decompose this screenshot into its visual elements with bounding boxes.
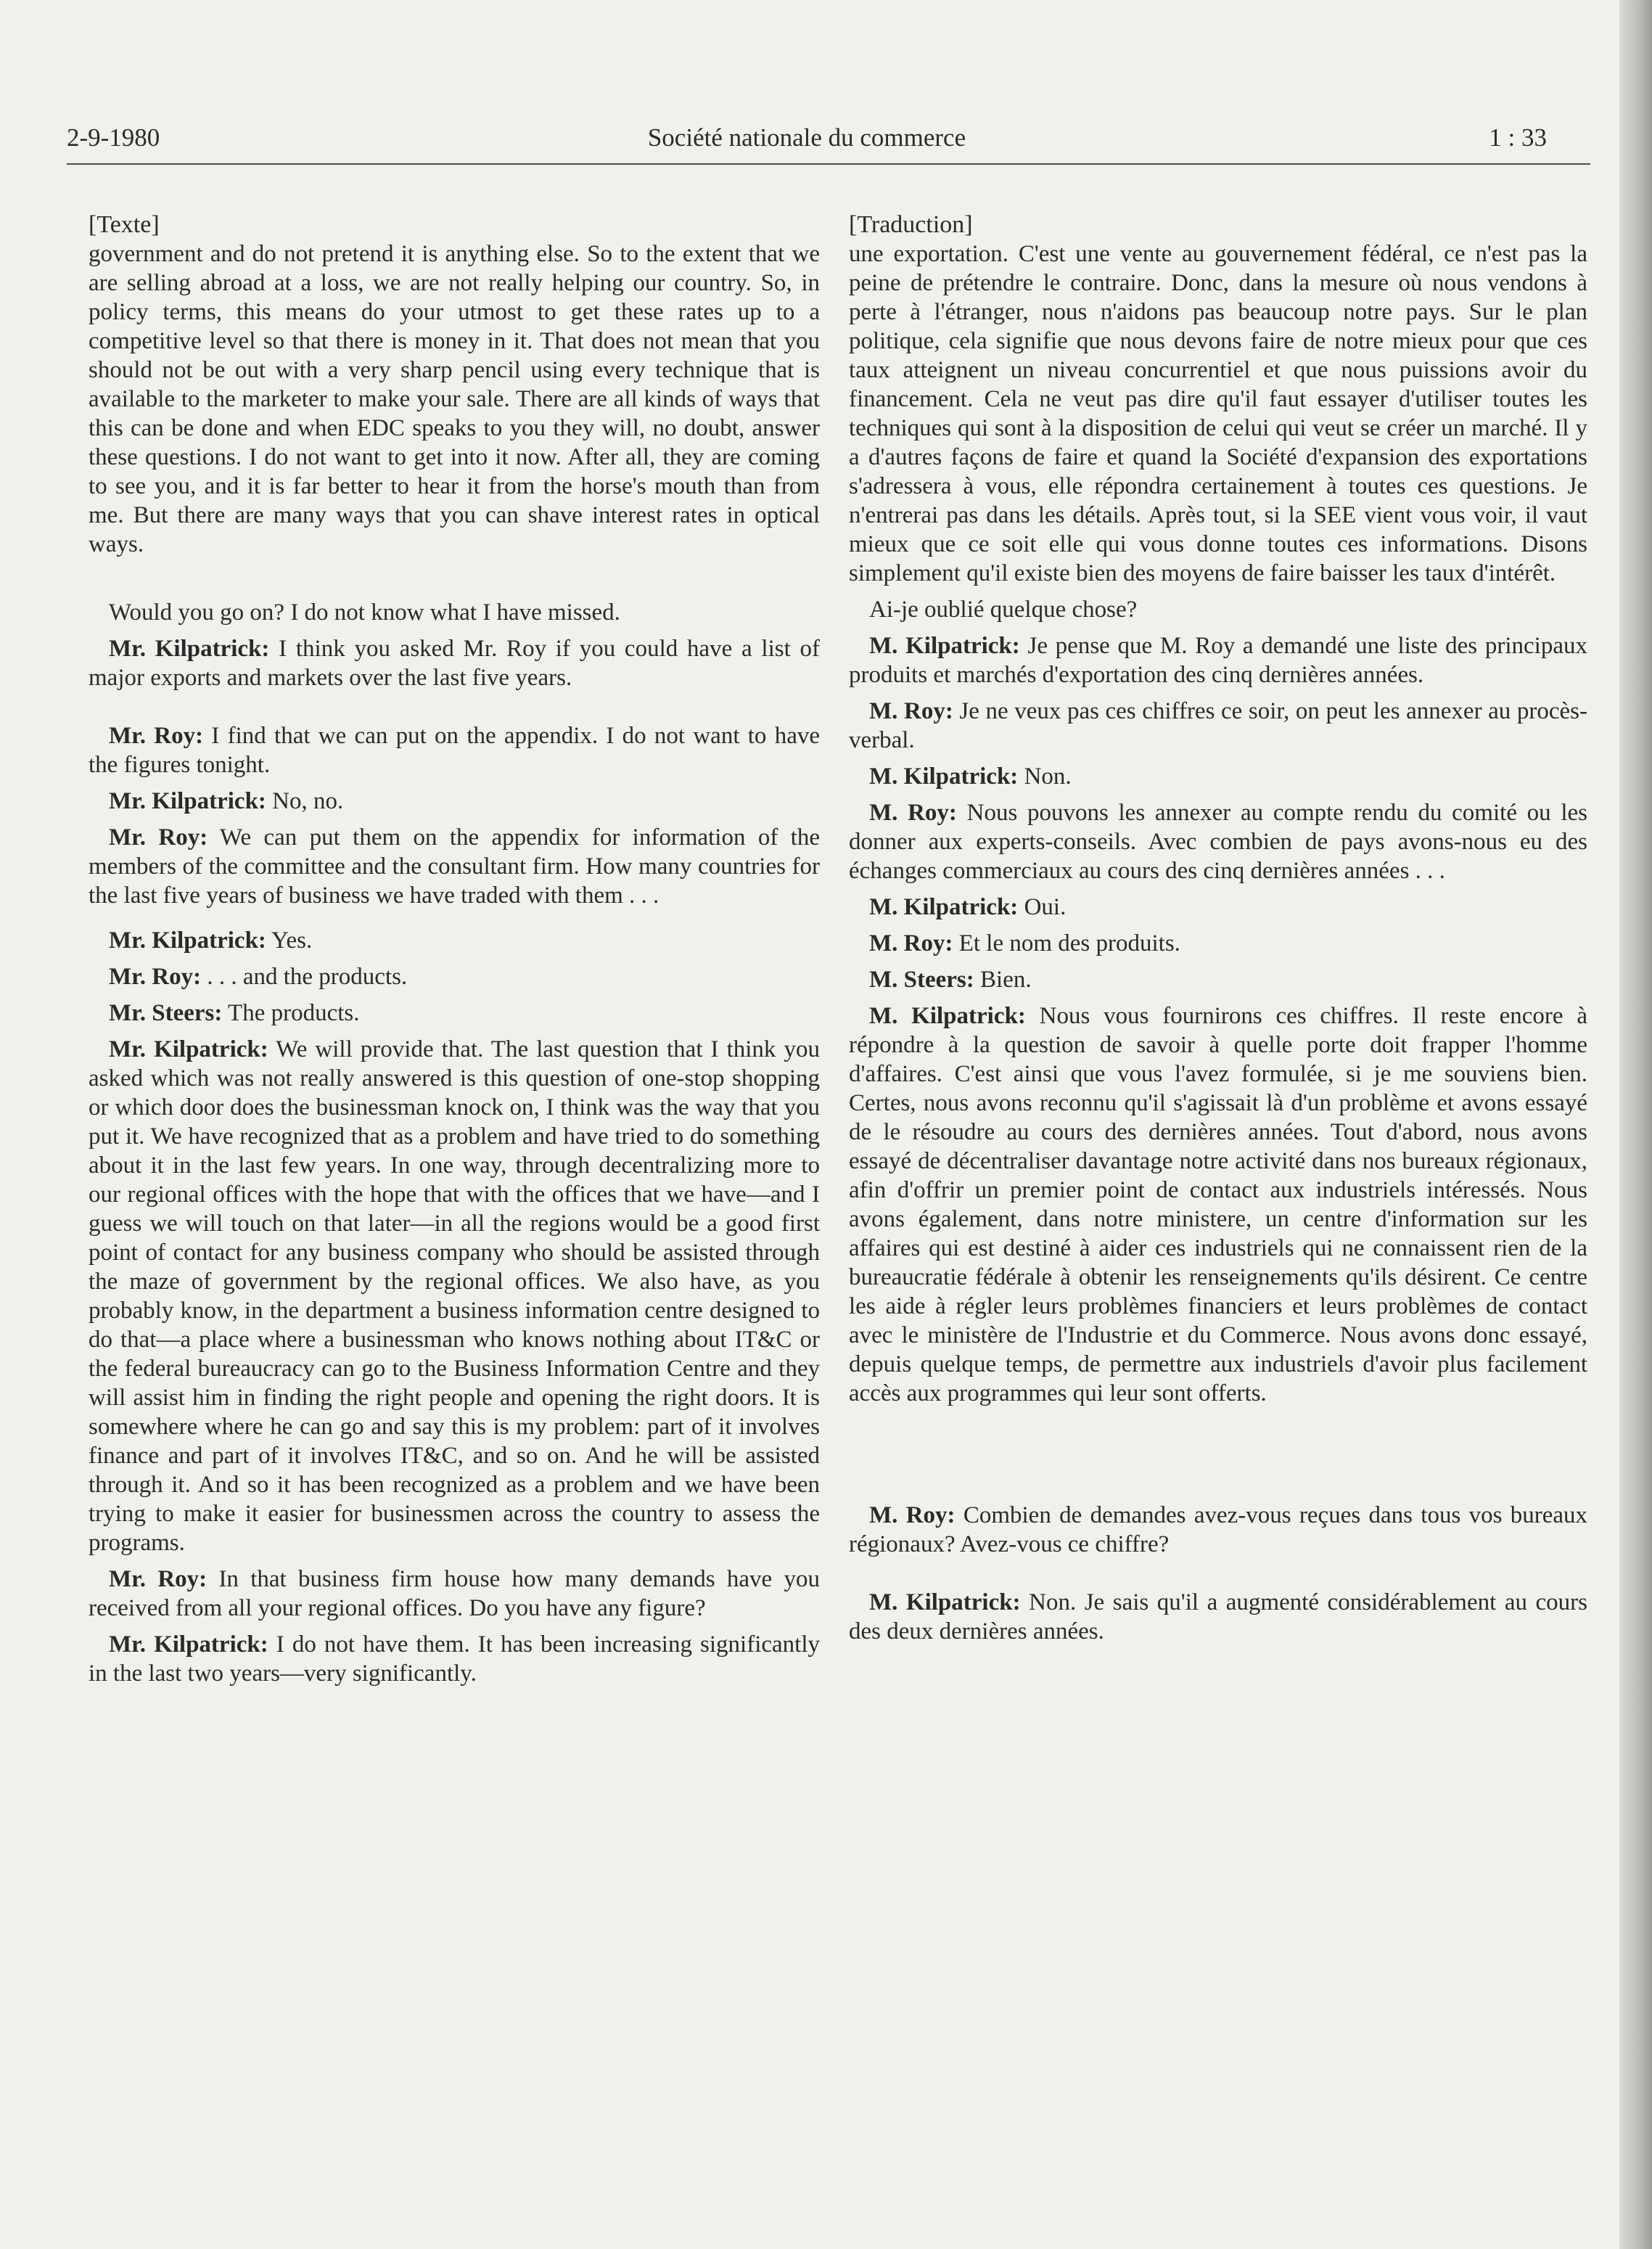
paragraph: M. Kilpatrick: Je pense que M. Roy a demandé une liste des principaux produits et marchés d'exportation des cinq dernières années.: [849, 633, 1587, 688]
paragraph: Mr. Kilpatrick: Yes.: [109, 927, 313, 954]
paragraph: une exportation. C'est une vente au gouvernement fédéral, ce n'est pas la peine de prétendre le contraire. Donc, dans la mesure où nous vendons à perte à l'étranger, nous n'aidons pas beaucoup notre pays. Sur le plan politique, cela signifie que nous devons faire de notre mieux pour que ces taux atteignent un niveau concurrentiel et que nous puissions avoir du financement. Cela ne veut pas dire qu'il faut essayer d'utiliser toutes les techniques qui sont à la disposition de celui qui veut se créer un marché. Il y a d'autres façons de faire et quand la Société d'expansion des exportations s'adressera à vous, elle répondra certainement à toutes ces questions. Je n'entrerai pas dans les détails. Après tout, si la SEE vient vous voir, il vaut mieux que ce soit elle qui vous donne toutes ces informations. Disons simplement qu'il existe bien des moyens de faire baisser les taux d'intérêt.: [849, 241, 1587, 586]
speaker: Mr. Kilpatrick:: [109, 788, 266, 814]
paragraph: Mr. Roy: We can put them on the appendix for information of the members of the committee and the consultant firm. How many countries for the last five years of business we have traded with them . . .: [89, 824, 820, 909]
paragraph: Mr. Kilpatrick: I think you asked Mr. Roy if you could have a list of major exports and markets over the last five years.: [89, 636, 820, 691]
header-date: 2-9-1980: [67, 123, 160, 152]
speaker: Mr. Roy:: [109, 1566, 207, 1592]
paragraph: M. Kilpatrick: Oui.: [869, 894, 1067, 920]
speaker: M. Roy:: [869, 800, 957, 826]
speaker: Mr. Roy:: [109, 824, 208, 851]
speaker: M. Kilpatrick:: [869, 633, 1020, 659]
speaker: M. Roy:: [869, 698, 953, 724]
column-label-traduction: [Traduction]: [849, 211, 973, 238]
paragraph: M. Kilpatrick: Nous vous fournirons ces chiffres. Il reste encore à répondre à la question de savoir à quelle porte doit frapper l'homme d'affaires. C'est ainsi que vous l'avez formulée, si je me souviens bien. Certes, nous avons reconnu qu'il s'agissait là d'un problème et avons essayé de le résoudre au cours des dernières années. Tout d'abord, nous avons essayé de décentraliser davantage notre activité dans nos bureaux régionaux, afin d'offrir un premier point de contact aux industriels intéressés. Nous avons également, dans notre ministere, un centre d'information sur les affaires qui est destiné à aider ces industriels qui ne connaissent rien de la bureaucratie fédérale à obtenir les renseignements qu'ils désirent. Ce centre les aide à régler leurs problèmes financiers et leurs problèmes de contact avec le ministère de l'Industrie et du Commerce. Nous avons donc essayé, depuis quelque temps, de permettre aux industriels d'avoir plus facilement accès aux programmes qui leur sont offerts.: [849, 1003, 1587, 1406]
paragraph: M. Roy: Et le nom des produits.: [869, 930, 1180, 956]
paragraph: M. Roy: Je ne veux pas ces chiffres ce soir, on peut les annexer au procès-verbal.: [849, 698, 1587, 753]
english-column: [89, 210, 820, 1688]
header-rule: [67, 163, 1590, 165]
french-column: [849, 210, 1587, 1646]
speaker: M. Kilpatrick:: [869, 894, 1019, 920]
paragraph: Would you go on? I do not know what I have missed.: [109, 599, 620, 626]
speaker: Mr. Steers:: [109, 1000, 223, 1026]
header-page-number: 1 : 33: [1489, 123, 1547, 152]
paragraph: Mr. Roy: . . . and the products.: [109, 964, 408, 990]
paragraph: M. Kilpatrick: Non.: [869, 763, 1072, 790]
speaker: Mr. Roy:: [109, 723, 204, 749]
paragraph: M. Steers: Bien.: [869, 967, 1032, 993]
speaker: M. Kilpatrick:: [869, 1589, 1021, 1615]
paragraph: M. Kilpatrick: Non. Je sais qu'il a augmenté considérablement au cours des deux dernières années.: [849, 1589, 1587, 1644]
running-header: [67, 123, 1547, 160]
paragraph: M. Roy: Combien de demandes avez-vous reçues dans tous vos bureaux régionaux? Avez-vous ce chiffre?: [849, 1502, 1588, 1557]
speaker: Mr. Kilpatrick:: [109, 636, 270, 662]
page-edge: [1619, 0, 1652, 2249]
paragraph: Mr. Kilpatrick: No, no.: [109, 788, 344, 814]
speaker: M. Roy:: [869, 930, 953, 956]
speaker: M. Kilpatrick:: [869, 1003, 1026, 1029]
speaker: M. Roy:: [869, 1502, 956, 1528]
paragraph: Mr. Kilpatrick: I do not have them. It has been increasing significantly in the last two years—very significantly.: [89, 1631, 820, 1687]
speaker: Mr. Kilpatrick:: [109, 927, 266, 954]
speaker: Mr. Kilpatrick:: [109, 1036, 268, 1062]
speaker: M. Kilpatrick:: [869, 763, 1019, 790]
header-title: Société nationale du commerce: [647, 123, 966, 152]
speaker: M. Steers:: [869, 967, 974, 993]
paragraph: Mr. Roy: I find that we can put on the appendix. I do not want to have the figures tonight.: [89, 723, 820, 778]
speaker: Mr. Roy:: [109, 964, 202, 990]
paragraph: Mr. Kilpatrick: We will provide that. The last question that I think you asked which was not really answered is this question of one-stop shopping or which door does the businessman knock on, I think was the way that you put it. We have recognized that as a problem and have tried to do something about it in the last few years. In one way, through decentralizing more to our regional offices with the hope that with the offices that we have—and I guess we will touch on that later—in all the regions would be a good first point of contact for any business company who should be assisted through the maze of government by the regional offices. We also have, as you probably know, in the department a business information centre designed to do that—a place where a businessman who knows nothing about IT&C or the federal bureaucracy can go to the Business Information Centre and they will assist him in finding the right people and opening the right doors. It is somewhere where he can go and say this is my problem: part of it involves finance and part of it involves IT&C, and so on. And he will be assisted through it. And so it has been recognized as a problem and we have been trying to make it easier for businessmen across the country to assess the programs.: [89, 1036, 820, 1556]
paragraph: Ai-je oublié quelque chose?: [869, 597, 1138, 623]
paragraph: Mr. Roy: In that business firm house how many demands have you received from all your regional offices. Do you have any figure?: [89, 1566, 820, 1621]
paragraph: Mr. Steers: The products.: [109, 1000, 360, 1026]
column-label-texte: [Texte]: [89, 211, 160, 238]
speaker: Mr. Kilpatrick:: [109, 1631, 268, 1658]
paragraph: government and do not pretend it is anything else. So to the extent that we are selling abroad at a loss, we are not really helping our country. So, in policy terms, this means do your utmost to get these rates up to a competitive level so that there is money in it. That does not mean that you should not be out with a very sharp pencil using every technique that is available to the marketer to make your sale. There are all kinds of ways that this can be done and when EDC speaks to you they will, no doubt, answer these questions. I do not want to get into it now. After all, they are coming to see you, and it is far better to hear it from the horse's mouth than from me. But there are many ways that you can shave interest rates in optical ways.: [89, 241, 820, 557]
paragraph: M. Roy: Nous pouvons les annexer au compte rendu du comité ou les donner aux experts-conseils. Avec combien de pays avons-nous eu des échanges commerciaux au cours des cinq dernières années . . .: [849, 800, 1588, 884]
